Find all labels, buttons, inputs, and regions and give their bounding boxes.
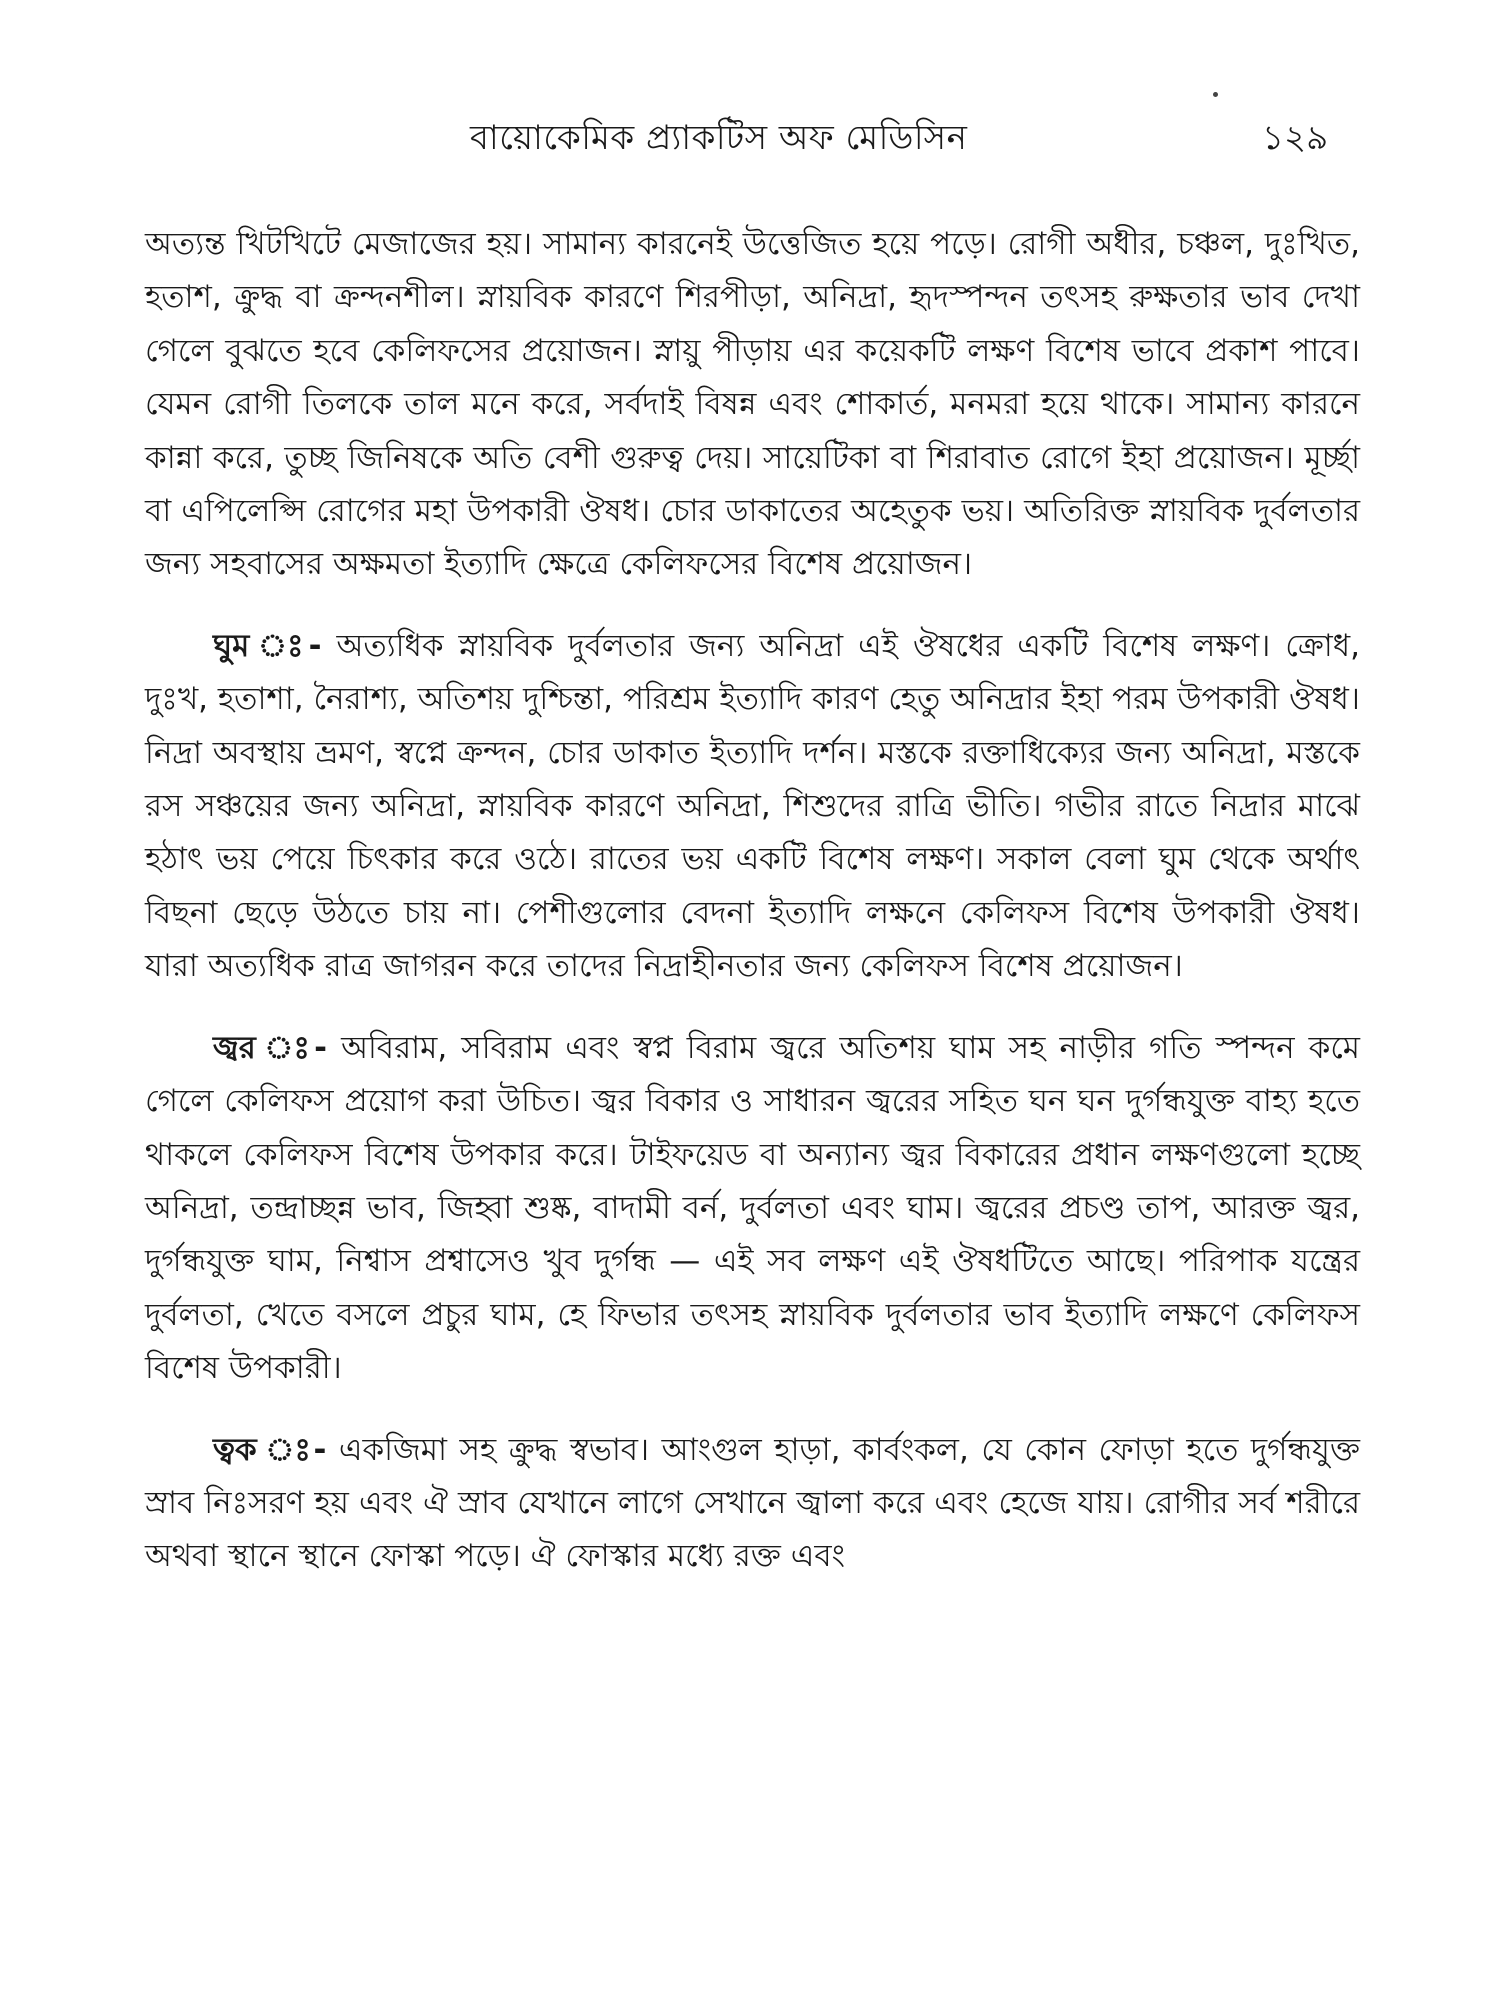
- page-number: ১২৯: [1262, 118, 1329, 158]
- paragraph-sleep: [145, 620, 1360, 994]
- paragraph-text: একজিমা সহ ক্রুদ্ধ স্বভাব। আংগুল হাড়া, কার্বংকল, যে কোন ফোড়া হতে দুর্গন্ধযুক্ত স্রাব নিঃসরণ হয় এবং ঐ স্রাব যেখানে লাগে সেখানে জ্বালা করে এবং হেজে যায়। রোগীর সর্ব শরীরে অথবা স্থানে স্থানে ফোস্কা পড়ে। ঐ ফোস্কার মধ্যে রক্ত এবং: [145, 1431, 1360, 1575]
- section-heading-fever: জ্বর ঃ-: [213, 1029, 328, 1066]
- paragraph-intro: [145, 218, 1360, 592]
- paragraph-text: অত্যন্ত খিটখিটে মেজাজের হয়। সামান্য কারনেই উত্তেজিত হয়ে পড়ে। রোগী অধীর, চঞ্চল, দুঃখিত, হতাশ, ক্রুদ্ধ বা ক্রন্দনশীল। স্নায়বিক কারণে শিরপীড়া, অনিদ্রা, হৃদস্পন্দন তৎসহ রুক্ষতার ভাব দেখা গেলে বুঝতে হবে কেলিফসের প্রয়োজন। স্নায়ু পীড়ায় এর কয়েকটি লক্ষণ বিশেষ ভাবে প্রকাশ পাবে। যেমন রোগী তিলকে তাল মনে করে, সর্বদাই বিষন্ন এবং শোকার্ত, মনমরা হয়ে থাকে। সামান্য কারনে কান্না করে, তুচ্ছ জিনিষকে অতি বেশী গুরুত্ব দেয়। সায়েটিকা বা শিরাবাত রোগে ইহা প্রয়োজন। মূর্চ্ছা বা এপিলেপ্সি রোগের মহা উপকারী ঔষধ। চোর ডাকাতের অহেতুক ভয়। অতিরিক্ত স্নায়বিক দুর্বলতার জন্য সহবাসের অক্ষমতা ইত্যাদি ক্ষেত্রে কেলিফসের বিশেষ প্রয়োজন।: [145, 226, 1360, 583]
- running-title: বায়োকেমিক প্র্যাকটিস অফ মেডিসিন: [470, 118, 968, 158]
- paragraph-skin: [145, 1424, 1360, 1584]
- section-heading-sleep: ঘুম ঃ-: [213, 627, 322, 664]
- print-speck: [1213, 92, 1218, 97]
- paragraph-fever: [145, 1022, 1360, 1396]
- paragraph-text: অত্যধিক স্নায়বিক দুর্বলতার জন্য অনিদ্রা এই ঔষধের একটি বিশেষ লক্ষণ। ক্রোধ, দুঃখ, হতাশা, নৈরাশ্য, অতিশয় দুশ্চিন্তা, পরিশ্রম ইত্যাদি কারণ হেতু অনিদ্রার ইহা পরম উপকারী ঔষধ। নিদ্রা অবস্থায় ভ্রমণ, স্বপ্নে ক্রন্দন, চোর ডাকাত ইত্যাদি দর্শন। মস্তকে রক্তাধিক্যের জন্য অনিদ্রা, মস্তকে রস সঞ্চয়ের জন্য অনিদ্রা, স্নায়বিক কারণে অনিদ্রা, শিশুদের রাত্রি ভীতি। গভীর রাতে নিদ্রার মাঝে হঠাৎ ভয় পেয়ে চিৎকার করে ওঠে। রাতের ভয় একটি বিশেষ লক্ষণ। সকাল বেলা ঘুম থেকে অর্থাৎ বিছনা ছেড়ে উঠতে চায় না। পেশীগুলোর বেদনা ইত্যাদি লক্ষনে কেলিফস বিশেষ উপকারী ঔষধ। যারা অত্যধিক রাত্র জাগরন করে তাদের নিদ্রাহীনতার জন্য কেলিফস বিশেষ প্রয়োজন।: [145, 627, 1361, 985]
- paragraph-text: অবিরাম, সবিরাম এবং স্বপ্ন বিরাম জ্বরে অতিশয় ঘাম সহ নাড়ীর গতি স্পন্দন কমে গেলে কেলিফস প্রয়োগ করা উচিত। জ্বর বিকার ও সাধারন জ্বরের সহিত ঘন ঘন দুর্গন্ধযুক্ত বাহ্য হতে থাকলে কেলিফস বিশেষ উপকার করে। টাইফয়েড বা অন্যান্য জ্বর বিকারের প্রধান লক্ষণগুলো হচ্ছে অনিদ্রা, তন্দ্রাচ্ছন্ন ভাব, জিহ্বা শুষ্ক, বাদামী বর্ন, দুর্বলতা এবং ঘাম। জ্বরের প্রচণ্ড তাপ, আরক্ত জ্বর, দুর্গন্ধযুক্ত ঘাম, নিশ্বাস প্রশ্বাসেও খুব দুর্গন্ধ — এই সব লক্ষণ এই ঔষধটিতে আছে। পরিপাক যন্ত্রের দুর্বলতা, খেতে বসলে প্রচুর ঘাম, হে ফিভার তৎসহ স্নায়বিক দুর্বলতার ভাব ইত্যাদি লক্ষণে কেলিফস বিশেষ উপকারী।: [145, 1029, 1361, 1387]
- section-heading-skin: ত্বক ঃ-: [213, 1431, 327, 1468]
- page-body: [145, 218, 1360, 1584]
